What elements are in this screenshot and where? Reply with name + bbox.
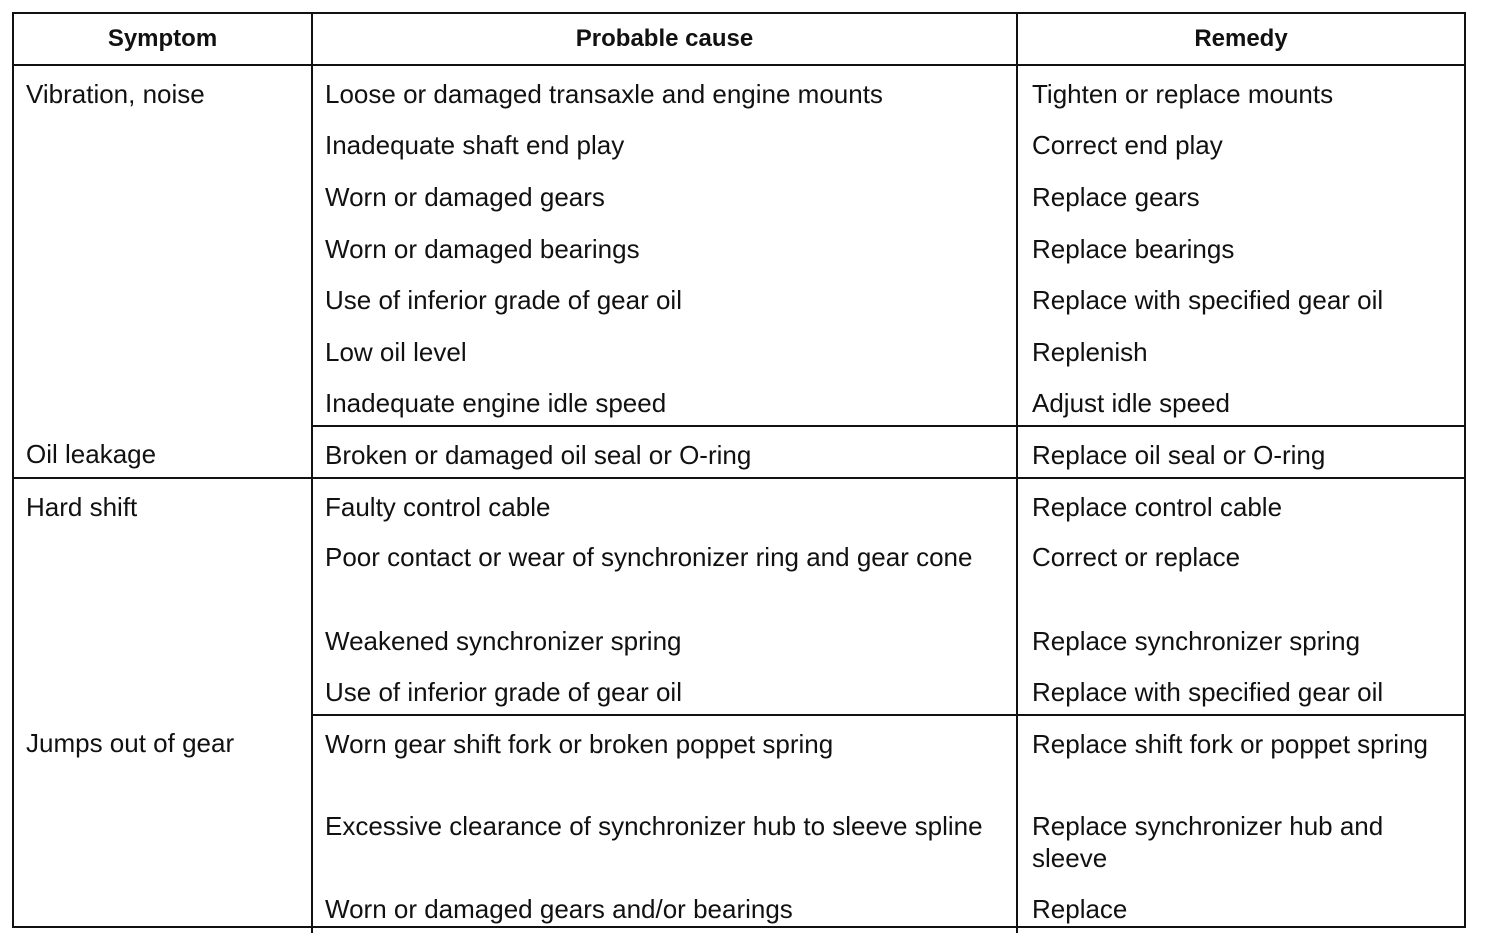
remedy-text: Adjust idle speed [1032,388,1231,418]
troubleshooting-table [14,14,1464,933]
symptom-text: Vibration, noise [26,79,205,109]
remedy-text: Replace oil seal or O-ring [1032,440,1326,470]
remedy-text: Replenish [1032,337,1148,367]
remedy-cell [1017,881,1464,933]
remedy-cell [1017,664,1464,715]
remedy-text: Replace control cable [1032,492,1283,522]
probable-cause-cell [312,881,1017,933]
header-symptom: Symptom [14,14,312,65]
symptom-cell [14,478,312,715]
probable-cause-text: Weakened synchronizer spring [325,626,682,656]
remedy-text: Replace gears [1032,182,1200,212]
probable-cause-text: Use of inferior grade of gear oil [325,285,682,315]
probable-cause-text: Faulty control cable [325,492,551,522]
remedy-cell [1017,715,1464,798]
probable-cause-cell [312,529,1017,613]
remedy-text: Replace shift fork or poppet spring [1032,729,1428,759]
probable-cause-cell [312,664,1017,715]
table-row [14,65,1464,117]
remedy-text: Replace synchronizer spring [1032,626,1361,656]
probable-cause-text: Inadequate engine idle speed [325,388,667,418]
remedy-cell [1017,478,1464,529]
header-row [14,14,1464,65]
probable-cause-cell [312,169,1017,221]
remedy-text: Replace [1032,894,1128,924]
table-body [14,65,1464,933]
probable-cause-cell [312,272,1017,324]
remedy-cell [1017,798,1464,881]
probable-cause-text: Loose or damaged transaxle and engine mounts [325,79,883,109]
remedy-text: Replace synchronizer hub and sleeve [1032,811,1384,873]
probable-cause-text: Low oil level [325,337,467,367]
remedy-text: Tighten or replace mounts [1032,79,1334,109]
probable-cause-cell [312,375,1017,426]
remedy-cell [1017,65,1464,117]
remedy-text: Replace with specified gear oil [1032,285,1384,315]
remedy-cell [1017,221,1464,272]
remedy-cell [1017,272,1464,324]
symptom-text: Oil leakage [26,439,157,469]
probable-cause-cell [312,426,1017,478]
probable-cause-text: Use of inferior grade of gear oil [325,677,682,707]
table-header [14,14,1464,65]
probable-cause-cell [312,65,1017,117]
symptom-cell [14,715,312,933]
symptom-cell [14,426,312,478]
remedy-cell [1017,169,1464,221]
table-row [14,426,1464,478]
remedy-text: Replace bearings [1032,234,1235,264]
probable-cause-text: Worn gear shift fork or broken poppet spring [325,729,834,759]
header-remedy: Remedy [1017,14,1464,65]
probable-cause-cell [312,715,1017,798]
remedy-text: Correct or replace [1032,542,1241,572]
probable-cause-text: Poor contact or wear of synchronizer ring and gear cone [325,542,973,572]
probable-cause-text: Worn or damaged gears and/or bearings [325,894,793,924]
remedy-cell [1017,324,1464,375]
probable-cause-text: Worn or damaged bearings [325,234,640,264]
remedy-cell [1017,613,1464,664]
troubleshooting-table-frame [12,12,1466,928]
probable-cause-text: Inadequate shaft end play [325,130,625,160]
probable-cause-cell [312,798,1017,881]
remedy-cell [1017,117,1464,169]
probable-cause-text: Excessive clearance of synchronizer hub to sleeve spline [325,811,983,841]
probable-cause-cell [312,117,1017,169]
remedy-cell [1017,375,1464,426]
probable-cause-cell [312,324,1017,375]
probable-cause-cell [312,478,1017,529]
remedy-text: Correct end play [1032,130,1223,160]
probable-cause-text: Broken or damaged oil seal or O-ring [325,440,752,470]
probable-cause-cell [312,613,1017,664]
remedy-text: Replace with specified gear oil [1032,677,1384,707]
symptom-cell [14,65,312,426]
symptom-text: Jumps out of gear [26,728,235,758]
probable-cause-text: Worn or damaged gears [325,182,605,212]
probable-cause-cell [312,221,1017,272]
table-row [14,715,1464,798]
table-row [14,478,1464,529]
remedy-cell [1017,426,1464,478]
remedy-cell [1017,529,1464,613]
header-probable-cause: Probable cause [312,14,1017,65]
symptom-text: Hard shift [26,492,138,522]
